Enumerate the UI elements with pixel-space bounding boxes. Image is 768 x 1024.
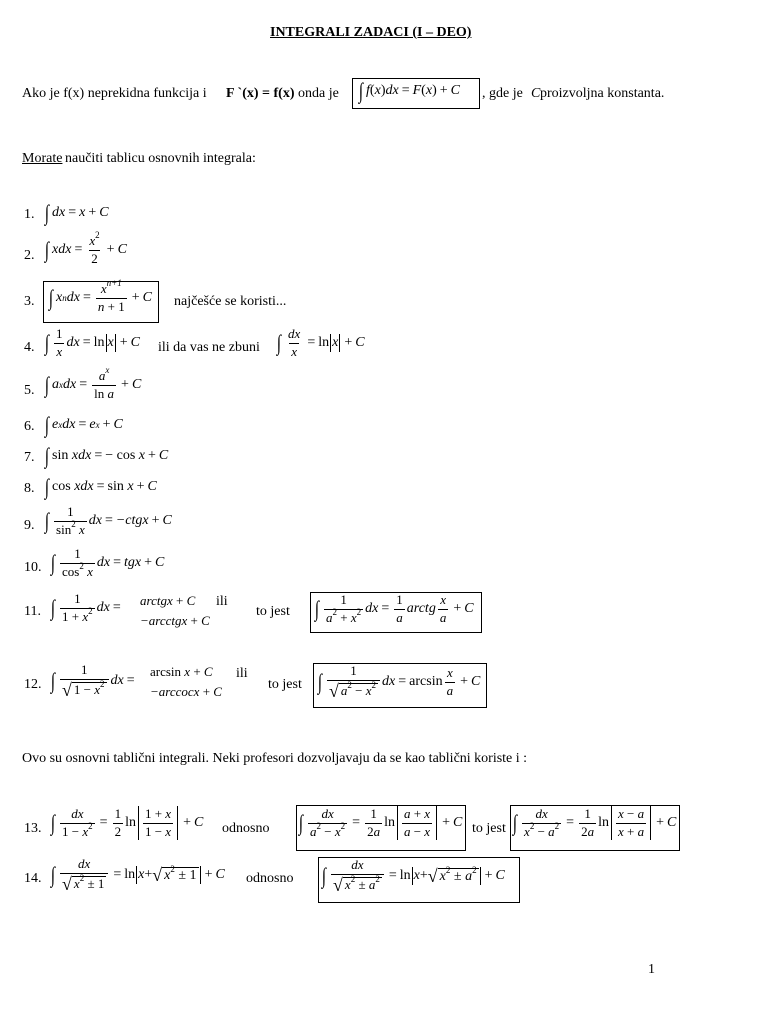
row-number: 13. bbox=[24, 821, 42, 836]
morate-word: Morate bbox=[22, 151, 63, 166]
row-number: 8. bbox=[24, 481, 35, 496]
formula-5: ∫ a x dx = $\frac{a^x}{\text{ln a}}$ + C bbox=[44, 365, 142, 401]
intro-derivative: F `(x) = f(x) bbox=[226, 86, 295, 101]
formula-6: ∫ e x dx = e x + C bbox=[44, 412, 123, 437]
formula-1: ∫ dx = x + C bbox=[44, 200, 109, 225]
intro-text-4: proizvoljna konstanta. bbox=[540, 86, 665, 101]
page-number: 1 bbox=[648, 962, 655, 977]
formula-13-general-b: ∫ $\frac{dx}{x^2 - a^2}$ = $\frac{1}{2a}$ ln $\frac{x - a}{x + a}$ + C bbox=[512, 805, 677, 839]
row-number: 2. bbox=[24, 248, 35, 263]
formula-14: ∫ dx √ $x^2 \pm 1$ = ln x + √ $x^2 \pm 1$ + C bbox=[50, 856, 225, 894]
formula-4: ∫ $\frac{1}{x}$ dx = ln x + C bbox=[44, 326, 141, 359]
note-to-jest: to jest bbox=[268, 677, 302, 692]
formula-13-general-a: ∫ $\frac{dx}{a^2 - x^2}$ = $\frac{1}{2a}$ ln $\frac{a + x}{a - x}$ + C bbox=[298, 805, 463, 839]
row-number: 6. bbox=[24, 419, 35, 434]
note-odnosno: odnosno bbox=[222, 821, 270, 836]
note-ili: ili bbox=[216, 594, 228, 609]
formula-12: ∫ 1 √ $1 - x^2$ dx = bbox=[50, 662, 135, 700]
intro-text-3: , gde je bbox=[482, 86, 523, 101]
formula-8: ∫ cos xdx = sin x + C bbox=[44, 474, 157, 499]
row-number: 12. bbox=[24, 677, 42, 692]
note-najcesce: najčešće se koristi... bbox=[174, 294, 287, 309]
row-number: 10. bbox=[24, 560, 42, 575]
row-number: 5. bbox=[24, 383, 35, 398]
formula-11: ∫ $\frac{1}{1 + x^2}$ dx = bbox=[50, 591, 121, 624]
formula-12-general: ∫ 1 √ $a^2 - x^2$ dx = arcsin $\frac{x}{a}$ + C bbox=[317, 663, 481, 701]
formula-11-options: arctgx + C −arcctgx + C bbox=[140, 593, 210, 629]
row-number: 4. bbox=[24, 340, 35, 355]
intro-constant: C bbox=[531, 86, 541, 101]
formula-9: ∫ $\frac{1}{\sin^2 x}$ dx = −ctgx + C bbox=[44, 504, 172, 537]
formula-2: ∫ xdx = $\frac{x^2}{2}$ + C bbox=[44, 230, 127, 266]
note-to-jest: to jest bbox=[472, 821, 506, 836]
formula-4-alt: ∫ $\frac{dx}{x}$ = ln x + C bbox=[276, 326, 365, 359]
formula-7: ∫ sin xdx = − cos x + C bbox=[44, 443, 169, 468]
row-number: 3. bbox=[24, 294, 35, 309]
page-title: INTEGRALI ZADACI (I – DEO) bbox=[270, 25, 472, 40]
formula-13: ∫ $\frac{dx}{1 - x^2}$ = $\frac{1}{2}$ ln $\frac{1 + x}{1 - x}$ + C bbox=[50, 805, 204, 839]
note-ili: ili bbox=[236, 666, 248, 681]
formula-10: ∫ $\frac{1}{\cos^2 x}$ dx = tgx + C bbox=[50, 546, 165, 579]
formula-11-general: ∫ $\frac{1}{a^2 + x^2}$ dx = $\frac{1}{a}$ arctg $\frac{x}{a}$ + C bbox=[314, 592, 474, 625]
intro-text-2: onda je bbox=[298, 86, 339, 101]
formula-3: ∫ x n dx = $\frac{x^{n+1}}{n + 1}$ + C bbox=[48, 278, 152, 314]
morate-text: naučiti tablicu osnovnih integrala: bbox=[65, 151, 256, 166]
note-ili: ili da vas ne zbuni bbox=[158, 340, 260, 355]
row-number: 14. bbox=[24, 871, 42, 886]
row-number: 9. bbox=[24, 518, 35, 533]
intro-text-1: Ako je f(x) neprekidna funkcija i bbox=[22, 86, 207, 101]
row-number: 7. bbox=[24, 450, 35, 465]
note-to-jest: to jest bbox=[256, 604, 290, 619]
middle-text: Ovo su osnovni tablični integrali. Neki profesori dozvoljavaju da se kao tablični koriste i : bbox=[22, 751, 528, 766]
note-odnosno: odnosno bbox=[246, 871, 294, 886]
formula-14-general: ∫ dx √ $x^2 \pm a^2$ = ln x + √ $x^2 \pm a^2$ + C bbox=[321, 857, 505, 895]
row-number: 1. bbox=[24, 207, 35, 222]
row-number: 11. bbox=[24, 604, 41, 619]
formula-12-options: arcsin x + C −arccocx + C bbox=[150, 664, 222, 700]
definition-formula: ∫ f ( x ) dx = F ( x ) + C bbox=[358, 78, 460, 103]
